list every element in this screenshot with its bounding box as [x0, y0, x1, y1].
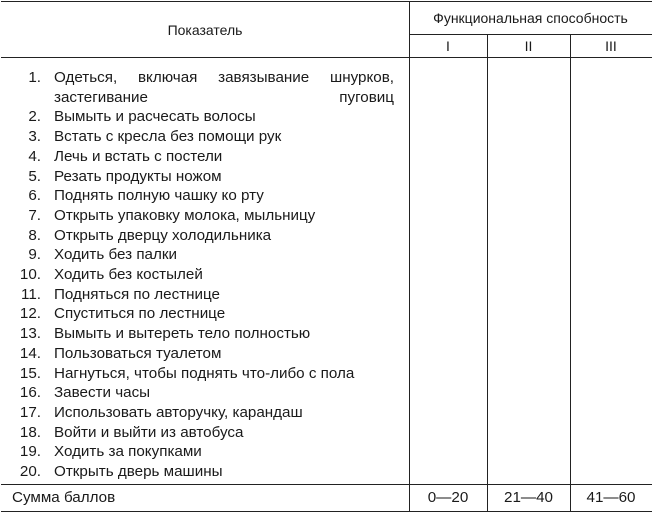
item-number: 13. [19, 325, 41, 343]
column-divider [570, 34, 571, 511]
item-text: Открыть дверь машины [54, 463, 223, 481]
list-item [1, 127, 409, 147]
item-number: 19. [19, 443, 41, 461]
item-text: Ходить за покупками [54, 443, 202, 461]
item-number: 12. [19, 305, 41, 323]
item-text: Встать с кресла без помощи рук [54, 128, 282, 146]
list-item [1, 423, 409, 443]
column-divider [487, 34, 488, 511]
list-item [1, 304, 409, 324]
item-text: Открыть упаковку молока, мыльницу [54, 206, 316, 224]
list-item [1, 265, 409, 285]
level-header-1: I [446, 37, 450, 54]
item-text: Вымыть и расчесать волосы [54, 108, 256, 126]
item-text: Нагнуться, чтобы поднять что-либо с пола [54, 364, 355, 382]
item-text: Поднять полную чашку ко рту [54, 187, 264, 205]
list-item [1, 442, 409, 462]
item-number: 10. [19, 266, 41, 284]
item-text: Одеться, включая завязывание шнурков, застегивание пуговиц [54, 69, 394, 106]
item-text: Завести часы [54, 384, 151, 402]
functional-capacity-header: Функциональная способность [433, 10, 628, 26]
list-item [1, 107, 409, 127]
item-text: Ходить без палки [54, 246, 177, 264]
list-item [1, 344, 409, 364]
list-item [1, 147, 409, 167]
list-item [1, 206, 409, 226]
list-item [1, 186, 409, 206]
item-number: 16. [19, 384, 41, 402]
item-number: 1. [28, 69, 41, 86]
header-bottom-divider [1, 57, 652, 58]
item-text: Спуститься по лестнице [54, 305, 226, 323]
item-number: 9. [28, 246, 41, 264]
item-number: 2. [28, 108, 41, 126]
sum-range-level-2: 21—40 [504, 489, 553, 506]
item-number: 20. [19, 463, 41, 481]
indicator-header: Показатель [167, 21, 243, 38]
list-item [1, 68, 409, 107]
item-number: 4. [28, 147, 41, 165]
item-number: 15. [19, 364, 41, 382]
item-text: Лечь и встать с постели [54, 147, 223, 165]
item-number: 6. [28, 187, 41, 205]
list-item [1, 364, 409, 384]
item-number: 3. [28, 128, 41, 146]
list-item [1, 383, 409, 403]
item-text: Вымыть и вытереть тело полностью [54, 325, 311, 343]
item-text: Подняться по лестнице [54, 285, 221, 303]
item-text: Резать продукты ножом [54, 167, 222, 185]
level-header-2: II [524, 37, 533, 54]
item-number: 7. [28, 206, 41, 224]
list-item [1, 167, 409, 187]
sum-range-level-3: 41—60 [586, 489, 636, 506]
list-item [1, 403, 409, 423]
level-header-3: III [605, 37, 617, 54]
item-text: Ходить без костылей [54, 266, 203, 284]
item-number: 11. [21, 285, 41, 303]
sum-label: Сумма баллов [12, 489, 116, 506]
indicator-list [1, 68, 409, 482]
column-divider [409, 2, 410, 511]
item-text: Пользоваться туалетом [54, 344, 222, 362]
list-item [1, 324, 409, 344]
list-item [1, 245, 409, 265]
assessment-table [1, 1, 652, 512]
item-number: 5. [28, 167, 41, 185]
item-number: 8. [28, 226, 41, 244]
item-text: Использовать авторучку, карандаш [54, 403, 303, 421]
item-number: 17. [19, 403, 41, 421]
item-text: Войти и выйти из автобуса [54, 423, 244, 441]
item-number: 14. [19, 344, 41, 362]
item-text: Открыть дверцу холодильника [54, 226, 272, 244]
list-item [1, 462, 409, 482]
sum-range-level-1: 0—20 [427, 489, 469, 506]
item-number: 18. [19, 423, 41, 441]
list-item [1, 285, 409, 305]
list-item [1, 226, 409, 246]
